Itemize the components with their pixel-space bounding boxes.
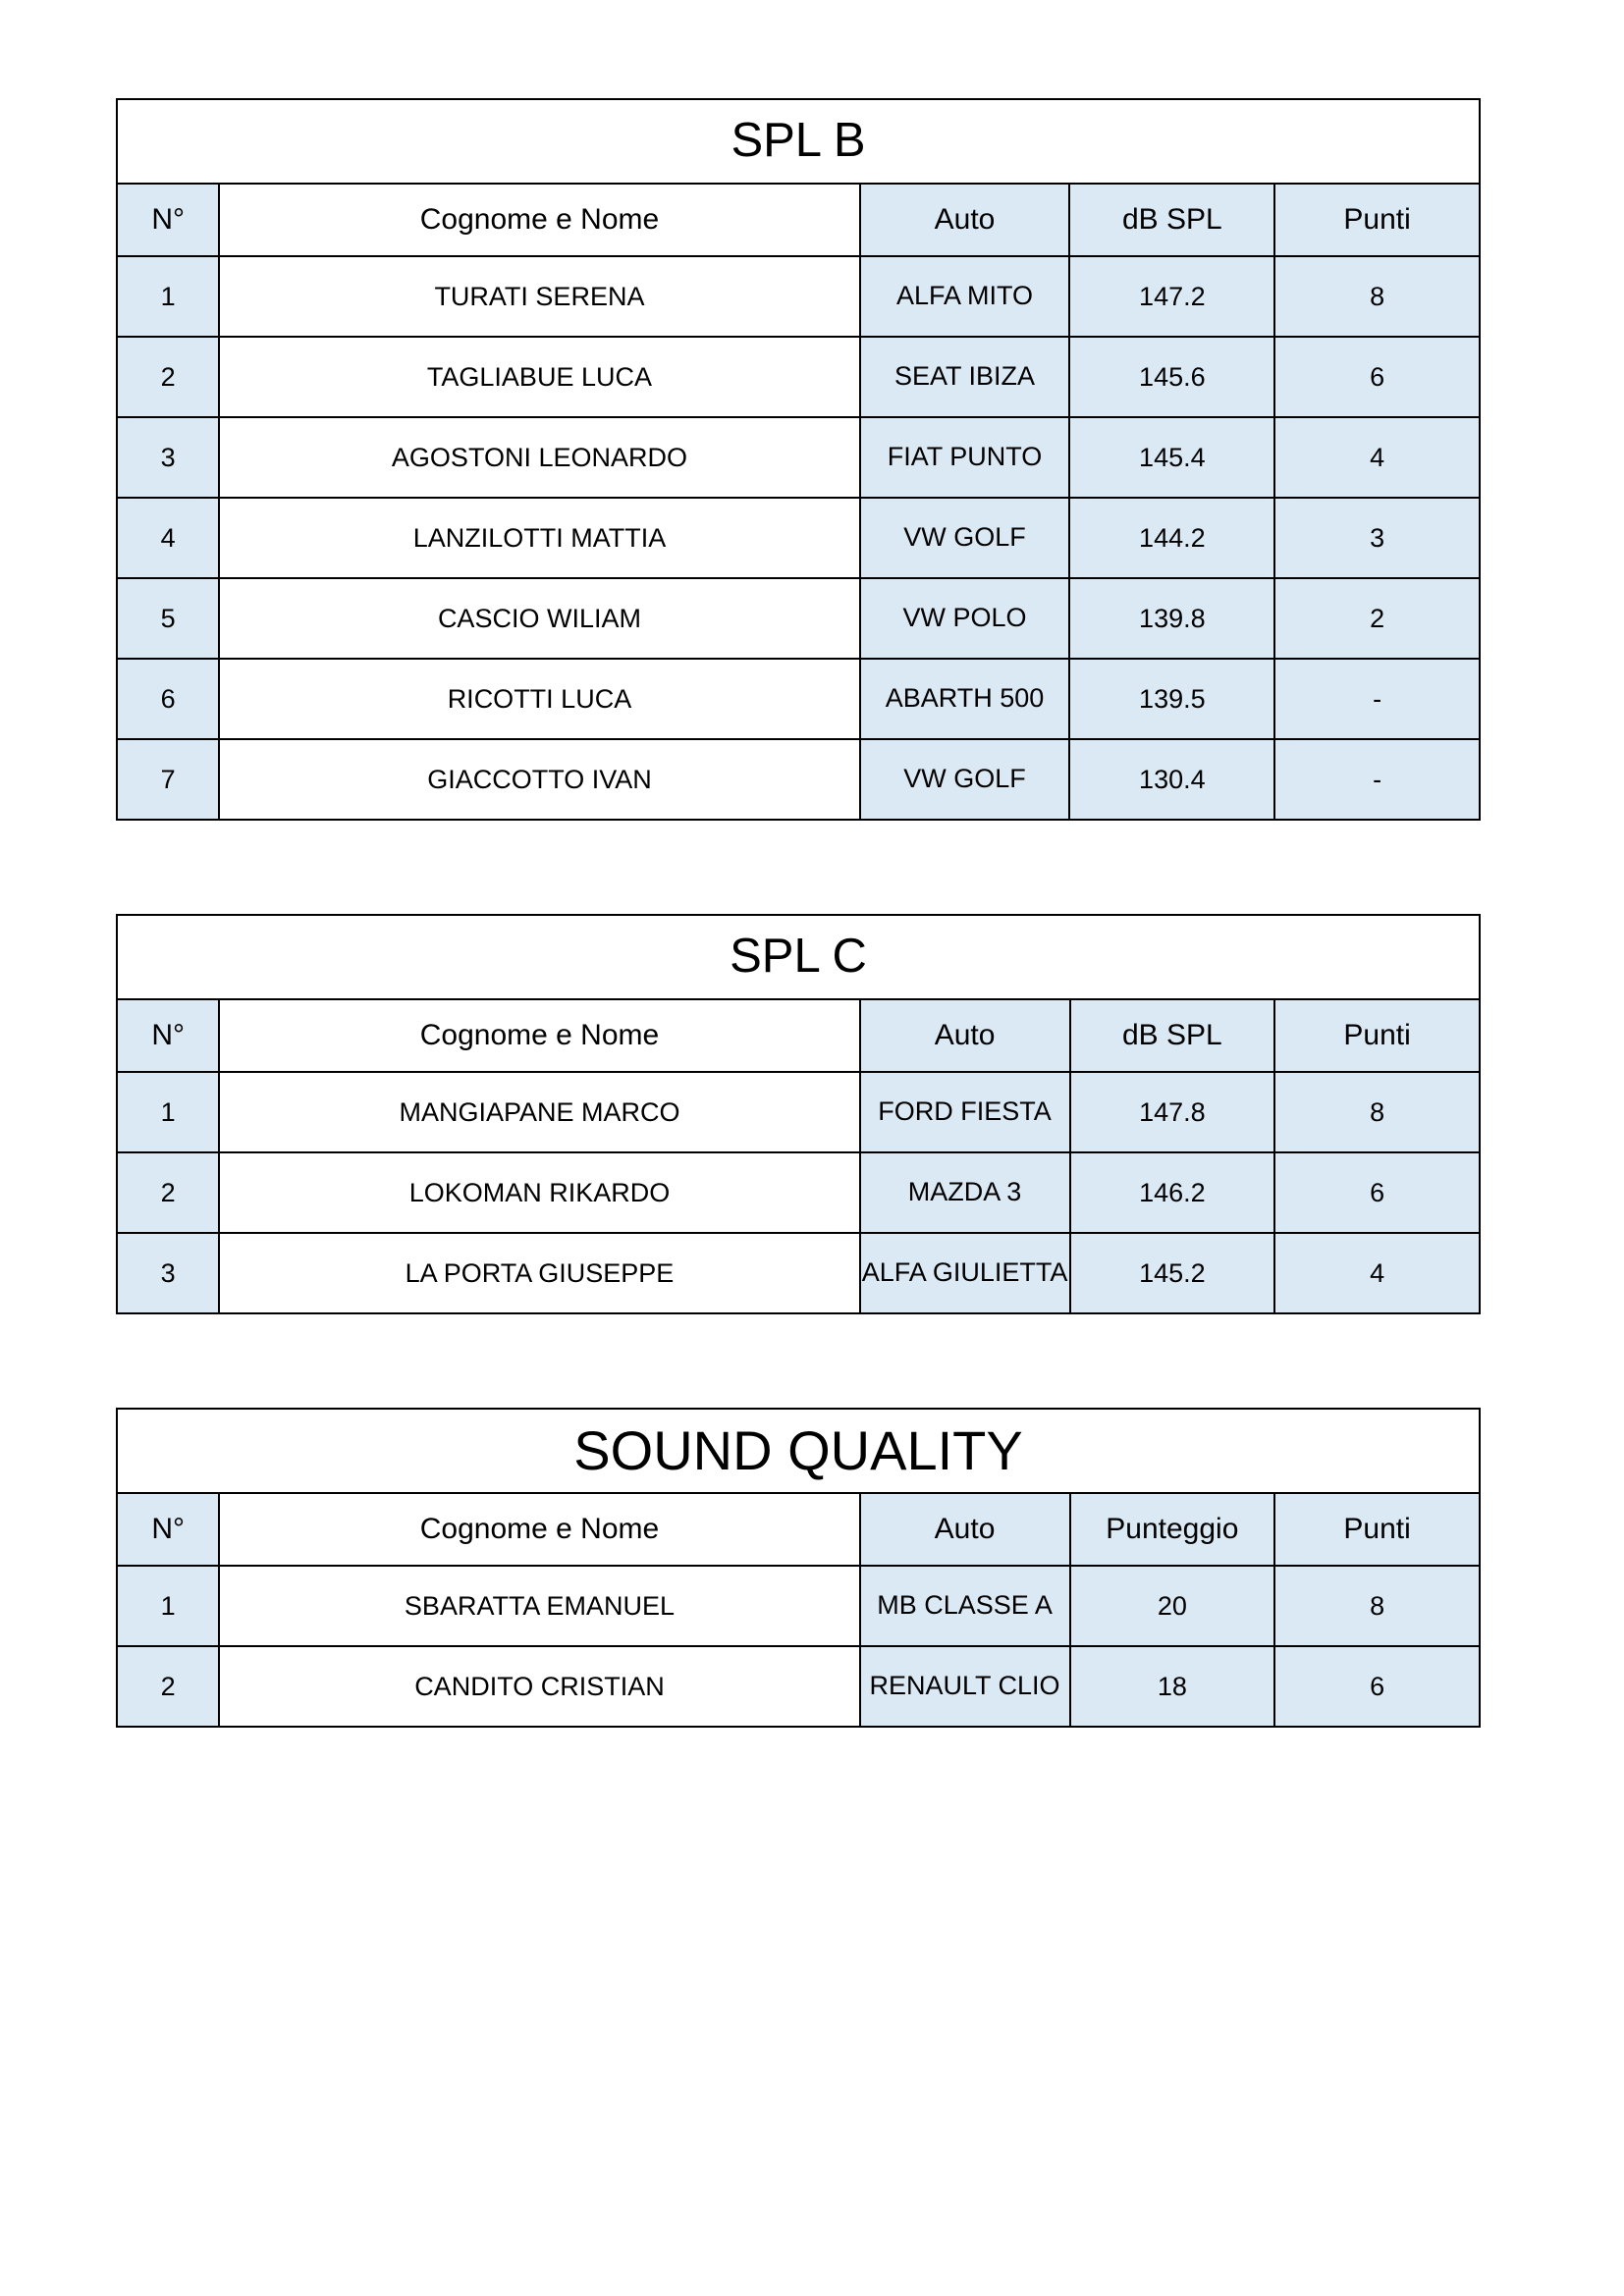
cell-name: CANDITO CRISTIAN (219, 1646, 859, 1727)
cell-auto: MAZDA 3 (860, 1152, 1070, 1233)
table-row (117, 659, 1480, 739)
cell-value: 145.6 (1069, 337, 1274, 417)
cell-points: 8 (1274, 256, 1480, 337)
cell-rank: 3 (117, 1233, 219, 1313)
cell-rank: 2 (117, 337, 219, 417)
table-header-row (117, 999, 1480, 1072)
column-header: N° (117, 184, 219, 256)
column-header: N° (117, 1493, 219, 1566)
table-title: SPL B (117, 99, 1480, 184)
column-header: Cognome e Nome (219, 1493, 859, 1566)
cell-value: 145.2 (1070, 1233, 1275, 1313)
table-title-row (117, 1409, 1480, 1493)
cell-value: 146.2 (1070, 1152, 1275, 1233)
cell-auto: VW GOLF (860, 498, 1070, 578)
column-header: Cognome e Nome (219, 184, 859, 256)
cell-name: TAGLIABUE LUCA (219, 337, 859, 417)
column-header: N° (117, 999, 219, 1072)
results-table (116, 98, 1481, 821)
cell-rank: 1 (117, 1072, 219, 1152)
column-header: dB SPL (1070, 999, 1275, 1072)
table-row (117, 1566, 1480, 1646)
cell-value: 145.4 (1069, 417, 1274, 498)
cell-auto: FIAT PUNTO (860, 417, 1070, 498)
cell-value: 147.2 (1069, 256, 1274, 337)
results-table (116, 914, 1481, 1314)
cell-auto: MB CLASSE A (860, 1566, 1070, 1646)
cell-auto: FORD FIESTA (860, 1072, 1070, 1152)
cell-value: 20 (1070, 1566, 1275, 1646)
cell-auto: ALFA MITO (860, 256, 1070, 337)
column-header: Auto (860, 184, 1070, 256)
table-row (117, 1072, 1480, 1152)
cell-name: CASCIO WILIAM (219, 578, 859, 659)
cell-name: MANGIAPANE MARCO (219, 1072, 859, 1152)
table-header-row (117, 1493, 1480, 1566)
cell-name: TURATI SERENA (219, 256, 859, 337)
cell-rank: 1 (117, 256, 219, 337)
table-row (117, 337, 1480, 417)
column-header: Punti (1274, 999, 1480, 1072)
cell-auto: RENAULT CLIO (860, 1646, 1070, 1727)
cell-auto: SEAT IBIZA (860, 337, 1070, 417)
table-row (117, 256, 1480, 337)
cell-name: LANZILOTTI MATTIA (219, 498, 859, 578)
cell-points: 8 (1274, 1072, 1480, 1152)
table-header-row (117, 184, 1480, 256)
cell-value: 144.2 (1069, 498, 1274, 578)
cell-name: LOKOMAN RIKARDO (219, 1152, 859, 1233)
column-header: Punteggio (1070, 1493, 1275, 1566)
cell-value: 18 (1070, 1646, 1275, 1727)
column-header: Punti (1274, 184, 1480, 256)
results-table (116, 1408, 1481, 1728)
cell-name: AGOSTONI LEONARDO (219, 417, 859, 498)
cell-value: 139.8 (1069, 578, 1274, 659)
table-title-row (117, 915, 1480, 999)
table-title: SOUND QUALITY (117, 1409, 1480, 1493)
cell-rank: 1 (117, 1566, 219, 1646)
cell-points: 6 (1274, 1646, 1480, 1727)
table-row (117, 1152, 1480, 1233)
cell-value: 139.5 (1069, 659, 1274, 739)
cell-points: 4 (1274, 417, 1480, 498)
cell-auto: ALFA GIULIETTA (860, 1233, 1070, 1313)
cell-points: 4 (1274, 1233, 1480, 1313)
cell-rank: 5 (117, 578, 219, 659)
column-header: Auto (860, 1493, 1070, 1566)
cell-points: - (1274, 659, 1480, 739)
cell-name: SBARATTA EMANUEL (219, 1566, 859, 1646)
cell-name: GIACCOTTO IVAN (219, 739, 859, 820)
column-header: Cognome e Nome (219, 999, 859, 1072)
cell-points: 6 (1274, 337, 1480, 417)
table-row (117, 498, 1480, 578)
cell-rank: 2 (117, 1646, 219, 1727)
column-header: Auto (860, 999, 1070, 1072)
table-row (117, 417, 1480, 498)
column-header: dB SPL (1069, 184, 1274, 256)
cell-name: RICOTTI LUCA (219, 659, 859, 739)
table-title: SPL C (117, 915, 1480, 999)
cell-points: 3 (1274, 498, 1480, 578)
table-row (117, 739, 1480, 820)
results-tables-container (116, 98, 1508, 1728)
cell-rank: 2 (117, 1152, 219, 1233)
cell-value: 130.4 (1069, 739, 1274, 820)
cell-rank: 4 (117, 498, 219, 578)
cell-auto: VW POLO (860, 578, 1070, 659)
cell-points: 8 (1274, 1566, 1480, 1646)
cell-name: LA PORTA GIUSEPPE (219, 1233, 859, 1313)
cell-auto: ABARTH 500 (860, 659, 1070, 739)
cell-auto: VW GOLF (860, 739, 1070, 820)
table-row (117, 1646, 1480, 1727)
column-header: Punti (1274, 1493, 1480, 1566)
cell-rank: 7 (117, 739, 219, 820)
table-row (117, 1233, 1480, 1313)
cell-rank: 3 (117, 417, 219, 498)
table-title-row (117, 99, 1480, 184)
cell-rank: 6 (117, 659, 219, 739)
table-row (117, 578, 1480, 659)
cell-points: 6 (1274, 1152, 1480, 1233)
cell-points: - (1274, 739, 1480, 820)
cell-points: 2 (1274, 578, 1480, 659)
cell-value: 147.8 (1070, 1072, 1275, 1152)
